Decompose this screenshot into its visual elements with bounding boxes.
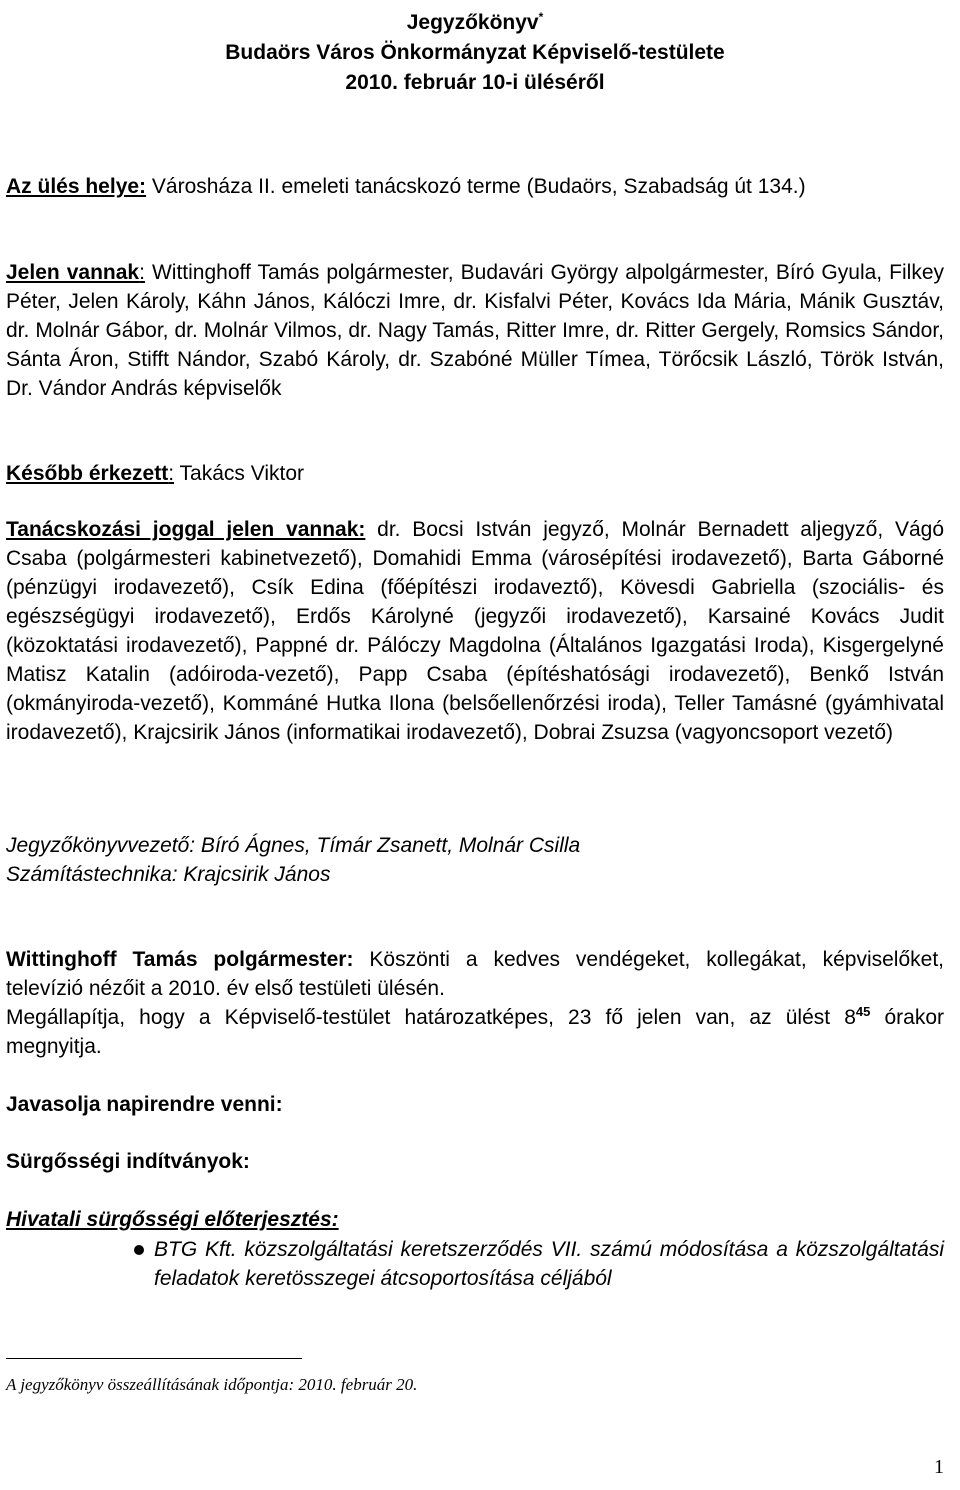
minutes-recorders: Jegyzőkönyvvezető: Bíró Ágnes, Tímár Zsanett, Molnár Csilla bbox=[6, 834, 581, 857]
official-urgent-heading: Hivatali sürgősségi előterjesztés: bbox=[6, 1208, 339, 1231]
present-text: Wittinghoff Tamás polgármester, Budavári György alpolgármester, Bíró Gyula, Filkey Péter, Jelen Károly, Káhn János, Kálóczi Imre, dr. Kisfalvi Péter, Kovács Ida Mária, Mánik Gusztáv, dr. Molnár Gábor, dr. Molnár Vilmos, dr. Nagy Tamás, Ritter Imre, dr. Ritter Gergely, Romsics Sándor, Sánta Áron, Stifft Nándor, Szabó Károly, dr. Szabóné Müller Tímea, Törőcsik László, Török István, Dr. Vándor András képviselők bbox=[6, 261, 944, 400]
document-header bbox=[6, 2, 944, 98]
late-label: Később érkezett bbox=[6, 462, 169, 485]
page-number: 1 bbox=[934, 1456, 944, 1478]
document-page bbox=[6, 0, 944, 1490]
agenda-heading: Javasolja napirendre venni: bbox=[6, 1093, 283, 1116]
session-date: 2010. február 10-i üléséről bbox=[345, 71, 605, 94]
urgent-heading: Sürgősségi indítványok: bbox=[6, 1150, 250, 1173]
opening-block bbox=[6, 945, 944, 1061]
venue-label: Az ülés helye: bbox=[6, 175, 147, 198]
recorders-block bbox=[6, 831, 944, 889]
list-item: BTG Kft. közszolgáltatási keretszerződés VII. számú módosítása a közszolgáltatási feladatok keretösszegei átcsoportosítása céljából bbox=[6, 1235, 944, 1293]
present-paragraph: Jelen vannak: Wittinghoff Tamás polgármester, Budavári György alpolgármester, Bíró Gyula, Filkey Péter, Jelen Károly, Káhn János, Kálóczi Imre, dr. Kisfalvi Péter, Kovács Ida Mária, Mánik Gusztáv, dr. Molnár Gábor, dr. Molnár Vilmos, dr. Nagy Tamás, Ritter Imre, dr. Ritter Gergely, Romsics Sándor, Sánta Áron, Stifft Nándor, Szabó Károly, dr. Szabóné Müller Tímea, Törőcsik László, Török István, Dr. Vándor András képviselők bbox=[6, 261, 944, 400]
quorum-statement: Megállapítja, hogy a Képviselő-testület határozatképes, 23 fő jelen van, az ülést $8^{45}$ órakor megnyitja. bbox=[6, 1004, 944, 1058]
opening-greeting: Wittinghoff Tamás polgármester: Köszönti a kedves vendégeket, kollegákat, képviselőket, televízió nézőit a 2010. év első testületi ülésén. bbox=[6, 948, 945, 1000]
speaker-name: Wittinghoff Tamás polgármester: bbox=[6, 948, 354, 971]
late-text: Takács Viktor bbox=[174, 462, 305, 485]
advisory-paragraph bbox=[6, 515, 944, 747]
urgent-item-list bbox=[6, 1235, 944, 1293]
advisory-text: dr. Bocsi István jegyző, Molnár Bernadett aljegyző, Vágó Csaba (polgármesteri kabinetvezető), Domahidi Emma (városépítési irodavezető), Barta Gáborné (pénzügyi irodavezető), Csík Edina (főépítészi irodaveztő), Kövesdi Gabriella (szociális- és egészségügyi irodavezető), Erdős Károlyné (jegyzői irodavezető), Karsainé Kovács Judit (közoktatási irodavezető), Pappné dr. Pálóczy Magdolna (Általános Igazgatási Iroda), Kisgergelyné Matisz Katalin (adóiroda-vezető), Papp Csaba (építéshatósági irodavezető), Benkő István (okmányiroda-vezető), Kommáné Hutka Ilona (belsőellenőrzési iroda), Teller Tamásné (gyámhivatal irodavezető), Krajcsirik János (informatikai irodavezető), Dobrai Zsuzsa (vagyoncsoport vezető) bbox=[6, 518, 945, 744]
document-title: Jegyzőkönyv* bbox=[406, 10, 544, 34]
venue-text: Városháza II. emeleti tanácskozó terme (Budaörs, Szabadság út 134.) bbox=[146, 175, 806, 198]
late-arrival-line: Később érkezett: Takács Viktor bbox=[6, 462, 305, 485]
advisory-label: Tanácskozási joggal jelen vannak: bbox=[6, 518, 366, 541]
title-footnote-mark: * bbox=[538, 10, 544, 24]
footnote-separator bbox=[6, 1358, 302, 1359]
venue-line bbox=[6, 172, 944, 201]
document-subtitle: Budaörs Város Önkormányzat Képviselő-testülete bbox=[225, 41, 725, 64]
present-label: Jelen vannak bbox=[6, 261, 140, 284]
it-support: Számítástechnika: Krajcsirik János bbox=[6, 863, 331, 886]
footnote: A jegyzőkönyv összeállításának időpontja: 2010. február 20. bbox=[6, 1375, 418, 1394]
bullet-dot-icon bbox=[134, 1245, 144, 1255]
opening-time-minutes: 45 bbox=[855, 1004, 871, 1019]
